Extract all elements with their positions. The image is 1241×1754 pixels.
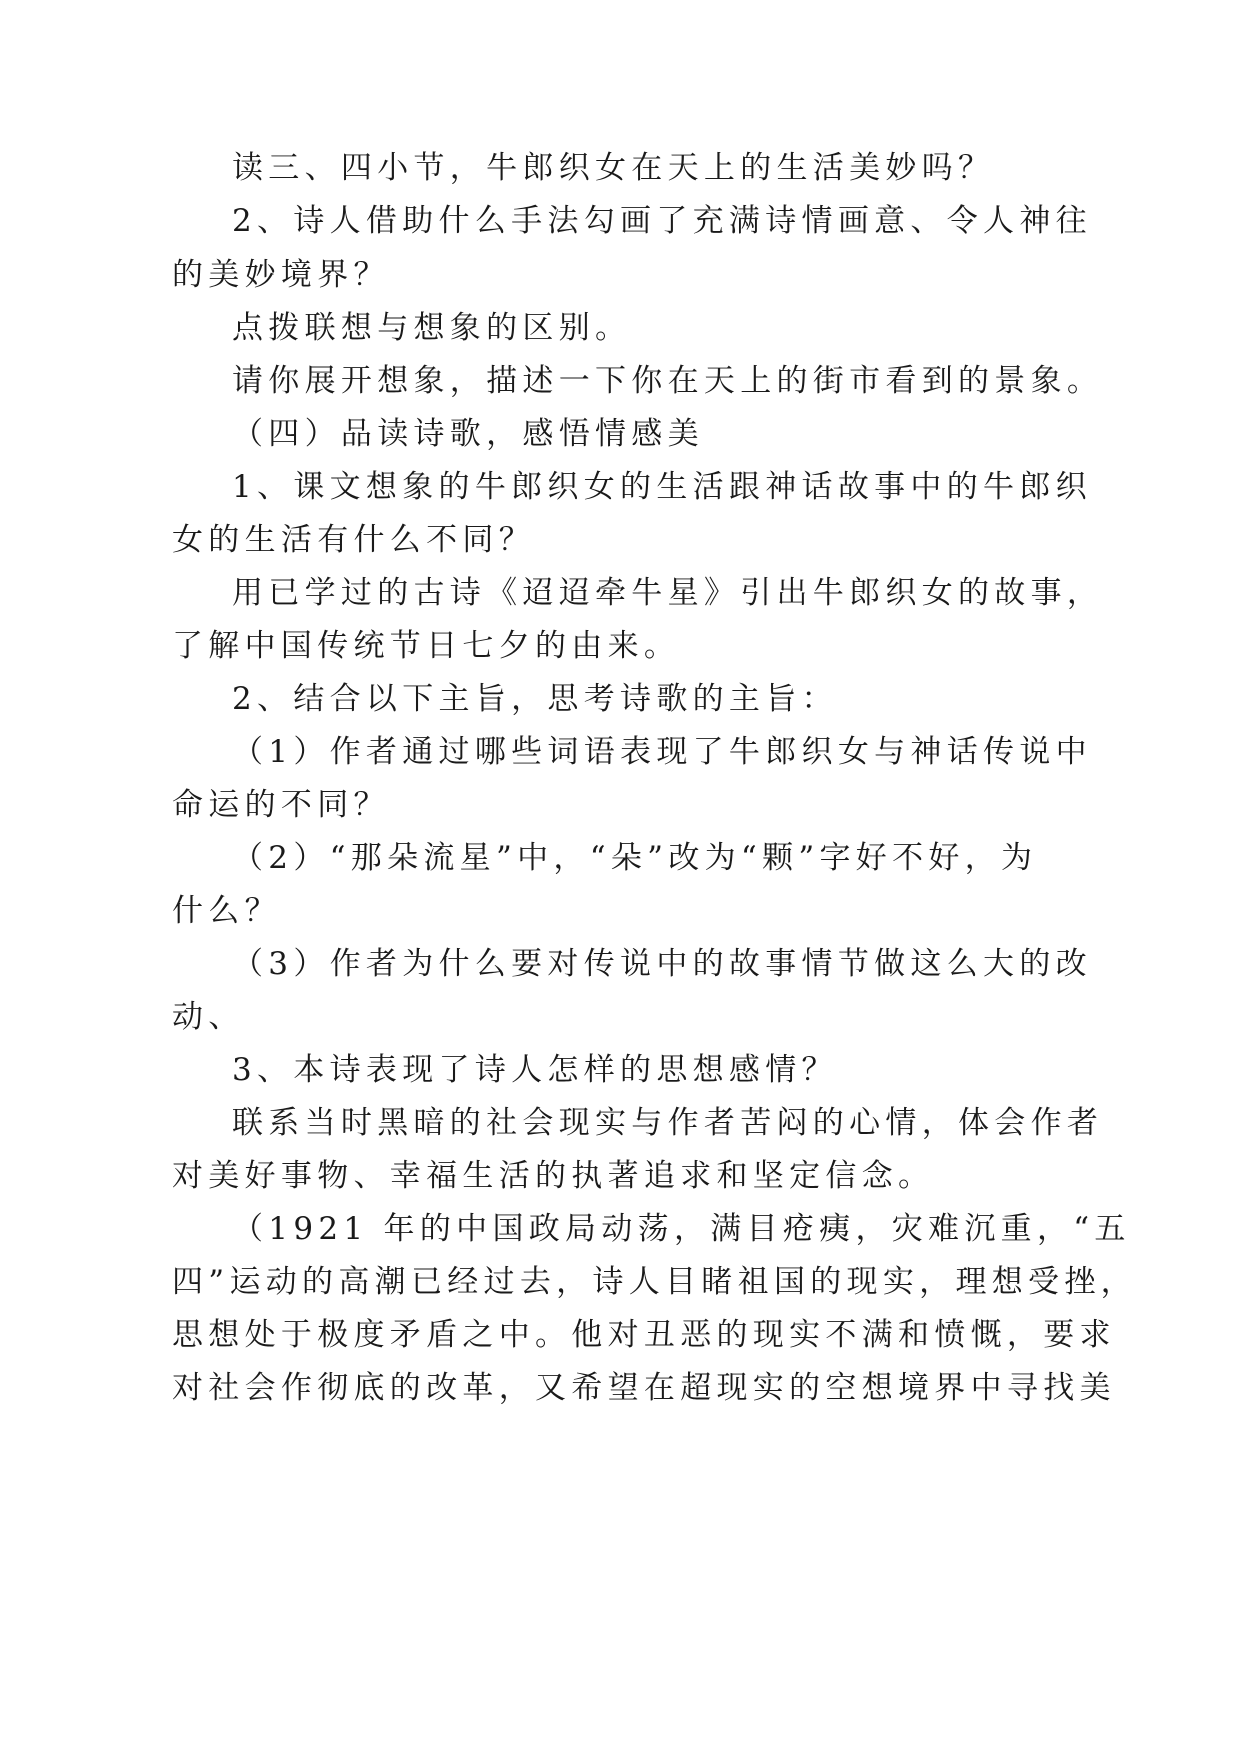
- text-line: 命运的不同？: [172, 787, 390, 823]
- text-line: 四”运动的高潮已经过去，诗人目睹祖国的现实，理想受挫，: [172, 1264, 1137, 1300]
- text-line: 什么？: [172, 893, 281, 929]
- text-line: 对社会作彻底的改革，又希望在超现实的空想境界中寻找美: [172, 1370, 1116, 1406]
- text-line: （3）作者为什么要对传说中的故事情节做这么大的改: [232, 946, 1092, 982]
- text-line: 读三、四小节，牛郎织女在天上的生活美妙吗？: [232, 150, 995, 186]
- text-line: 3、本诗表现了诗人怎样的思想感情？: [232, 1052, 838, 1088]
- text-line: 的美妙境界？: [172, 257, 390, 293]
- text-line: 动、: [172, 999, 245, 1035]
- text-line: （1921 年的中国政局动荡，满目疮痍，灾难沉重，“五: [232, 1211, 1131, 1247]
- text-line: 2、诗人借助什么手法勾画了充满诗情画意、令人神往: [232, 203, 1092, 239]
- text-line: 了解中国传统节日七夕的由来。: [172, 628, 681, 664]
- text-line: 请你展开想象，描述一下你在天上的街市看到的景象。: [232, 363, 1104, 399]
- text-line: 对美好事物、幸福生活的执著追求和坚定信念。: [172, 1158, 935, 1194]
- text-line: 联系当时黑暗的社会现实与作者苦闷的心情，体会作者: [232, 1105, 1104, 1141]
- text-line: 用已学过的古诗《迢迢牵牛星》引出牛郎织女的故事，: [232, 575, 1104, 611]
- text-line: 2、结合以下主旨，思考诗歌的主旨：: [232, 681, 838, 717]
- text-line: 1、课文想象的牛郎织女的生活跟神话故事中的牛郎织: [232, 469, 1092, 505]
- section-heading: （四）品读诗歌，感悟情感美: [232, 416, 704, 452]
- text-line: 思想处于极度矛盾之中。他对丑恶的现实不满和愤慨，要求: [172, 1317, 1116, 1353]
- text-line: （1）作者通过哪些词语表现了牛郎织女与神话传说中: [232, 734, 1092, 770]
- text-line: 女的生活有什么不同？: [172, 522, 535, 558]
- text-line: 点拨联想与想象的区别。: [232, 310, 632, 346]
- text-line: （2）“那朵流星”中，“朵”改为“颗”字好不好，为: [232, 840, 1038, 876]
